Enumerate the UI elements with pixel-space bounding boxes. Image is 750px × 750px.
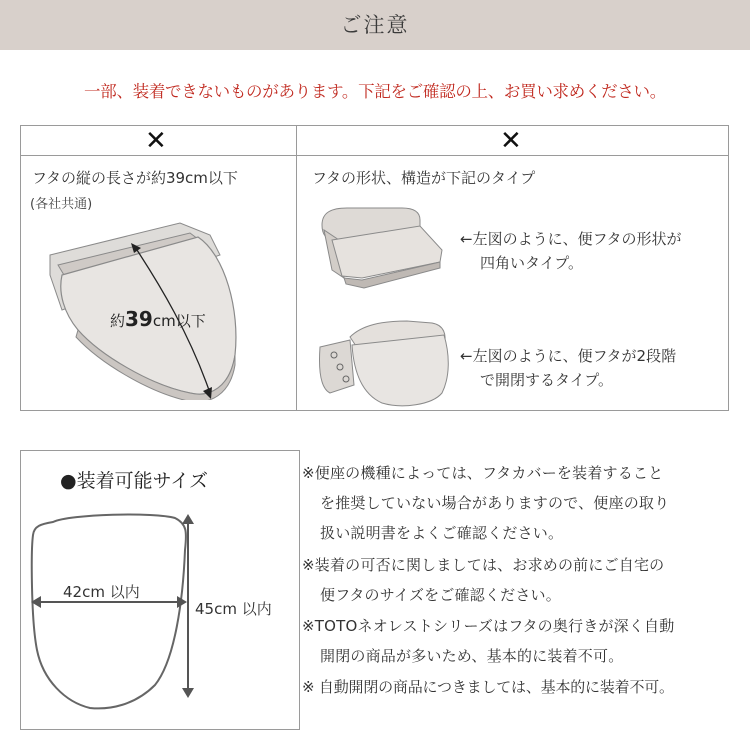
warning-text: 一部、装着できないものがあります。下記をご確認の上、お買い求めください。 <box>84 82 666 101</box>
height-label: 45cm 以内 <box>195 600 272 618</box>
note-line: ※TOTOネオレストシリーズはフタの奥行きが深く自動 <box>302 617 675 635</box>
two-stage-desc-1: ←左図のように、便フタが2段階 <box>460 347 677 365</box>
square-lid-desc-2: 四角いタイプ。 <box>480 254 584 272</box>
two-stage-lid-illustration <box>312 315 452 410</box>
length-label <box>110 307 206 331</box>
right-condition-text: フタの形状、構造が下記のタイプ <box>312 169 536 187</box>
note-line: ※便座の機種によっては、フタカバーを装着すること <box>302 464 664 482</box>
note-line: を推奨していない場合がありますので、便座の取り <box>320 494 670 512</box>
note-line: ※装着の可否に関しましては、お求めの前にご自宅の <box>302 556 665 574</box>
note-line: ※ 自動開閉の商品につきましては、基本的に装着不可。 <box>302 678 674 696</box>
table-divider <box>296 126 297 410</box>
note-line: 開閉の商品が多いため、基本的に装着不可。 <box>320 647 624 665</box>
left-condition-text: フタの縦の長さが約39cm以下 <box>32 169 238 187</box>
square-lid-illustration <box>312 200 452 290</box>
table-header-row <box>21 126 728 156</box>
length-suffix: cm以下 <box>152 312 206 330</box>
length-prefix: 約 <box>110 312 126 330</box>
left-condition-note: (各社共通) <box>30 197 93 212</box>
square-lid-desc-1: ←左図のように、便フタの形状が <box>460 230 682 248</box>
cross-mark-left: ✕ <box>145 126 167 156</box>
width-label: 42cm 以内 <box>63 583 140 601</box>
page-title: ご注意 <box>340 13 410 37</box>
length-value: 39 <box>125 307 153 331</box>
cross-mark-right: ✕ <box>500 126 522 156</box>
two-stage-desc-2: で開閉するタイプ。 <box>480 371 614 389</box>
note-line: 便フタのサイズをご確認ください。 <box>320 586 561 604</box>
size-box-title: ●装着可能サイズ <box>60 470 209 492</box>
note-line: 扱い説明書をよくご確認ください。 <box>320 524 564 542</box>
